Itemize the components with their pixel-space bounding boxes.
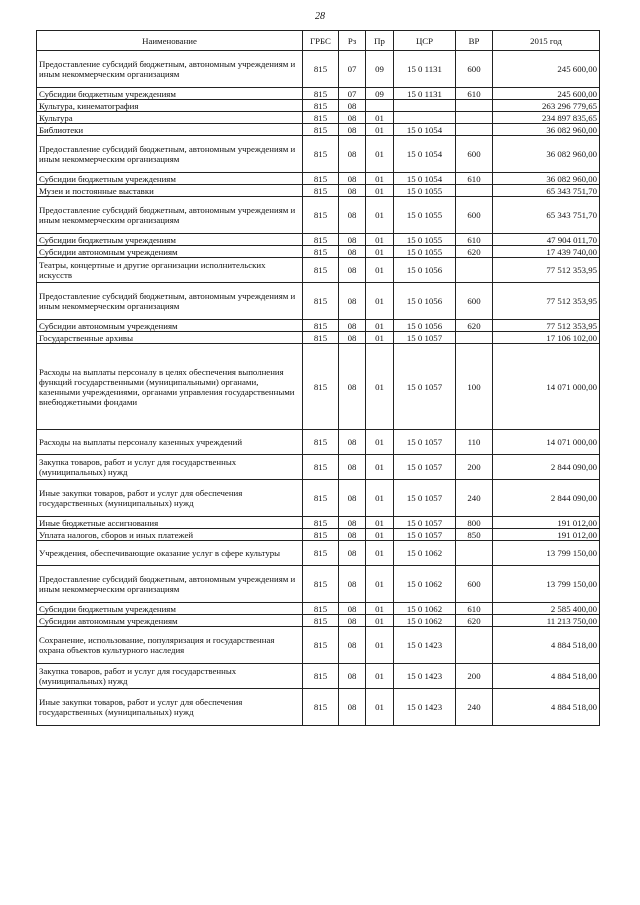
cell-name: Учреждения, обеспечивающие оказание услуг в сфере культуры <box>37 541 303 566</box>
cell-amount: 191 012,00 <box>493 529 600 541</box>
header-grbs: ГРБС <box>303 31 339 51</box>
table-row <box>37 258 600 283</box>
cell-grbs: 815 <box>303 566 339 603</box>
cell-vr: 610 <box>456 88 493 100</box>
cell-name: Сохранение, использование, популяризация и государственная охрана объектов культурного наследия <box>37 627 303 664</box>
cell-vr <box>456 185 493 197</box>
cell-amount: 77 512 353,95 <box>493 320 600 332</box>
cell-rz: 08 <box>339 258 366 283</box>
cell-vr: 620 <box>456 246 493 258</box>
cell-rz: 08 <box>339 185 366 197</box>
cell-grbs: 815 <box>303 51 339 88</box>
cell-pr: 01 <box>366 197 394 234</box>
table-row <box>37 566 600 603</box>
cell-vr: 240 <box>456 480 493 517</box>
cell-csr: 15 0 1055 <box>394 246 456 258</box>
table-row <box>37 480 600 517</box>
cell-grbs: 815 <box>303 603 339 615</box>
cell-name: Культура, кинематография <box>37 100 303 112</box>
cell-pr: 01 <box>366 541 394 566</box>
table-row <box>37 689 600 726</box>
table-row <box>37 51 600 88</box>
header-amount: 2015 год <box>493 31 600 51</box>
cell-vr <box>456 100 493 112</box>
cell-amount: 2 585 400,00 <box>493 603 600 615</box>
table-row <box>37 332 600 344</box>
cell-name: Предоставление субсидий бюджетным, автономным учреждениям и иным некоммерческим организациям <box>37 136 303 173</box>
header-vr: ВР <box>456 31 493 51</box>
cell-pr: 01 <box>366 246 394 258</box>
cell-amount: 14 071 000,00 <box>493 344 600 430</box>
cell-pr: 01 <box>366 320 394 332</box>
cell-vr: 100 <box>456 344 493 430</box>
cell-rz: 08 <box>339 541 366 566</box>
table-row <box>37 124 600 136</box>
cell-rz: 08 <box>339 529 366 541</box>
cell-csr: 15 0 1057 <box>394 344 456 430</box>
cell-amount: 47 904 011,70 <box>493 234 600 246</box>
cell-amount: 17 106 102,00 <box>493 332 600 344</box>
cell-amount: 36 082 960,00 <box>493 124 600 136</box>
cell-pr <box>366 100 394 112</box>
cell-name: Субсидии автономным учреждениям <box>37 615 303 627</box>
cell-vr <box>456 124 493 136</box>
cell-csr: 15 0 1057 <box>394 455 456 480</box>
cell-name: Субсидии автономным учреждениям <box>37 320 303 332</box>
cell-rz: 08 <box>339 100 366 112</box>
cell-vr: 600 <box>456 51 493 88</box>
cell-pr: 01 <box>366 664 394 689</box>
cell-csr: 15 0 1423 <box>394 689 456 726</box>
cell-amount: 4 884 518,00 <box>493 627 600 664</box>
cell-amount: 245 600,00 <box>493 88 600 100</box>
cell-rz: 08 <box>339 566 366 603</box>
header-rz: Рз <box>339 31 366 51</box>
cell-vr <box>456 112 493 124</box>
cell-amount: 77 512 353,95 <box>493 283 600 320</box>
cell-pr: 01 <box>366 529 394 541</box>
cell-name: Предоставление субсидий бюджетным, автономным учреждениям и иным некоммерческим организациям <box>37 51 303 88</box>
table-row <box>37 430 600 455</box>
cell-name: Государственные архивы <box>37 332 303 344</box>
table-row <box>37 344 600 430</box>
cell-csr: 15 0 1055 <box>394 197 456 234</box>
cell-vr: 600 <box>456 197 493 234</box>
cell-csr: 15 0 1131 <box>394 51 456 88</box>
cell-grbs: 815 <box>303 664 339 689</box>
cell-rz: 08 <box>339 246 366 258</box>
cell-grbs: 815 <box>303 124 339 136</box>
cell-pr: 01 <box>366 480 394 517</box>
cell-rz: 08 <box>339 664 366 689</box>
cell-amount: 234 897 835,65 <box>493 112 600 124</box>
cell-pr: 01 <box>366 689 394 726</box>
cell-grbs: 815 <box>303 455 339 480</box>
cell-grbs: 815 <box>303 234 339 246</box>
cell-amount: 13 799 150,00 <box>493 541 600 566</box>
cell-name: Субсидии бюджетным учреждениям <box>37 88 303 100</box>
cell-rz: 08 <box>339 615 366 627</box>
cell-amount: 17 439 740,00 <box>493 246 600 258</box>
cell-grbs: 815 <box>303 246 339 258</box>
cell-amount: 11 213 750,00 <box>493 615 600 627</box>
cell-grbs: 815 <box>303 615 339 627</box>
table-row <box>37 234 600 246</box>
cell-grbs: 815 <box>303 529 339 541</box>
cell-csr <box>394 100 456 112</box>
table-row <box>37 541 600 566</box>
cell-rz: 08 <box>339 197 366 234</box>
table-row <box>37 136 600 173</box>
cell-vr: 610 <box>456 234 493 246</box>
cell-amount: 65 343 751,70 <box>493 197 600 234</box>
cell-grbs: 815 <box>303 112 339 124</box>
cell-grbs: 815 <box>303 173 339 185</box>
cell-amount: 191 012,00 <box>493 517 600 529</box>
cell-vr: 600 <box>456 283 493 320</box>
cell-grbs: 815 <box>303 197 339 234</box>
cell-name: Субсидии бюджетным учреждениям <box>37 173 303 185</box>
cell-name: Субсидии бюджетным учреждениям <box>37 234 303 246</box>
cell-rz: 08 <box>339 136 366 173</box>
budget-table <box>36 30 600 726</box>
cell-csr: 15 0 1423 <box>394 664 456 689</box>
cell-pr: 01 <box>366 136 394 173</box>
cell-name: Субсидии автономным учреждениям <box>37 246 303 258</box>
cell-grbs: 815 <box>303 332 339 344</box>
cell-grbs: 815 <box>303 100 339 112</box>
cell-grbs: 815 <box>303 430 339 455</box>
cell-pr: 01 <box>366 517 394 529</box>
cell-csr: 15 0 1062 <box>394 615 456 627</box>
cell-vr: 850 <box>456 529 493 541</box>
cell-amount: 2 844 090,00 <box>493 455 600 480</box>
cell-csr: 15 0 1056 <box>394 258 456 283</box>
table-row <box>37 88 600 100</box>
cell-grbs: 815 <box>303 136 339 173</box>
cell-rz: 07 <box>339 51 366 88</box>
cell-name: Предоставление субсидий бюджетным, автономным учреждениям и иным некоммерческим организациям <box>37 283 303 320</box>
cell-name: Субсидии бюджетным учреждениям <box>37 603 303 615</box>
cell-csr: 15 0 1062 <box>394 541 456 566</box>
cell-amount: 4 884 518,00 <box>493 689 600 726</box>
cell-name: Иные бюджетные ассигнования <box>37 517 303 529</box>
cell-rz: 08 <box>339 603 366 615</box>
cell-name: Уплата налогов, сборов и иных платежей <box>37 529 303 541</box>
cell-csr: 15 0 1057 <box>394 430 456 455</box>
cell-name: Иные закупки товаров, работ и услуг для обеспечения государственных (муниципальных) нужд <box>37 689 303 726</box>
page-number: 28 <box>315 11 325 22</box>
cell-grbs: 815 <box>303 689 339 726</box>
table-row <box>37 455 600 480</box>
cell-pr: 01 <box>366 258 394 283</box>
cell-rz: 08 <box>339 234 366 246</box>
cell-vr: 620 <box>456 320 493 332</box>
cell-name: Расходы на выплаты персоналу казенных учреждений <box>37 430 303 455</box>
cell-rz: 08 <box>339 320 366 332</box>
cell-csr: 15 0 1062 <box>394 566 456 603</box>
cell-grbs: 815 <box>303 480 339 517</box>
cell-vr <box>456 258 493 283</box>
cell-rz: 08 <box>339 627 366 664</box>
cell-name: Предоставление субсидий бюджетным, автономным учреждениям и иным некоммерческим организациям <box>37 566 303 603</box>
cell-name: Театры, концертные и другие организации исполнительских искусств <box>37 258 303 283</box>
cell-pr: 01 <box>366 234 394 246</box>
cell-pr: 01 <box>366 124 394 136</box>
cell-csr: 15 0 1057 <box>394 529 456 541</box>
cell-vr <box>456 332 493 344</box>
cell-name: Расходы на выплаты персоналу в целях обеспечения выполнения функций государственными (муниципальными) органами, казенными учреждениями, органами управления государственными внебюджетными фондами <box>37 344 303 430</box>
cell-name: Закупка товаров, работ и услуг для государственных (муниципальных) нужд <box>37 455 303 480</box>
cell-csr <box>394 112 456 124</box>
cell-grbs: 815 <box>303 283 339 320</box>
table-row <box>37 100 600 112</box>
cell-amount: 77 512 353,95 <box>493 258 600 283</box>
cell-pr: 01 <box>366 185 394 197</box>
header-row <box>37 31 600 51</box>
cell-csr: 15 0 1131 <box>394 88 456 100</box>
cell-name: Предоставление субсидий бюджетным, автономным учреждениям и иным некоммерческим организациям <box>37 197 303 234</box>
cell-rz: 08 <box>339 173 366 185</box>
cell-csr: 15 0 1056 <box>394 283 456 320</box>
cell-rz: 08 <box>339 430 366 455</box>
cell-amount: 245 600,00 <box>493 51 600 88</box>
cell-vr: 600 <box>456 566 493 603</box>
table-row <box>37 112 600 124</box>
cell-csr: 15 0 1055 <box>394 185 456 197</box>
cell-pr: 01 <box>366 430 394 455</box>
cell-grbs: 815 <box>303 541 339 566</box>
cell-pr: 09 <box>366 51 394 88</box>
cell-vr: 240 <box>456 689 493 726</box>
table-row <box>37 246 600 258</box>
table-row <box>37 627 600 664</box>
cell-grbs: 815 <box>303 88 339 100</box>
cell-csr: 15 0 1423 <box>394 627 456 664</box>
header-name: Наименование <box>37 31 303 51</box>
cell-vr: 620 <box>456 615 493 627</box>
cell-rz: 08 <box>339 689 366 726</box>
cell-vr: 600 <box>456 136 493 173</box>
cell-csr: 15 0 1054 <box>394 124 456 136</box>
cell-csr: 15 0 1057 <box>394 517 456 529</box>
cell-rz: 08 <box>339 480 366 517</box>
cell-rz: 08 <box>339 124 366 136</box>
cell-rz: 08 <box>339 455 366 480</box>
cell-pr: 01 <box>366 627 394 664</box>
cell-pr: 01 <box>366 112 394 124</box>
cell-amount: 36 082 960,00 <box>493 136 600 173</box>
cell-pr: 01 <box>366 173 394 185</box>
table-row <box>37 603 600 615</box>
table-row <box>37 664 600 689</box>
table-row <box>37 197 600 234</box>
cell-pr: 09 <box>366 88 394 100</box>
cell-amount: 65 343 751,70 <box>493 185 600 197</box>
cell-vr: 610 <box>456 173 493 185</box>
cell-pr: 01 <box>366 615 394 627</box>
cell-name: Библиотеки <box>37 124 303 136</box>
cell-pr: 01 <box>366 566 394 603</box>
cell-name: Иные закупки товаров, работ и услуг для обеспечения государственных (муниципальных) нужд <box>37 480 303 517</box>
cell-amount: 36 082 960,00 <box>493 173 600 185</box>
cell-grbs: 815 <box>303 627 339 664</box>
cell-amount: 2 844 090,00 <box>493 480 600 517</box>
cell-csr: 15 0 1057 <box>394 480 456 517</box>
cell-name: Закупка товаров, работ и услуг для государственных (муниципальных) нужд <box>37 664 303 689</box>
table-row <box>37 173 600 185</box>
cell-csr: 15 0 1062 <box>394 603 456 615</box>
cell-pr: 01 <box>366 344 394 430</box>
cell-rz: 08 <box>339 344 366 430</box>
cell-name: Культура <box>37 112 303 124</box>
cell-pr: 01 <box>366 332 394 344</box>
cell-amount: 13 799 150,00 <box>493 566 600 603</box>
cell-rz: 07 <box>339 88 366 100</box>
cell-vr: 800 <box>456 517 493 529</box>
cell-vr <box>456 627 493 664</box>
cell-name: Музеи и постоянные выставки <box>37 185 303 197</box>
cell-vr: 110 <box>456 430 493 455</box>
cell-csr: 15 0 1057 <box>394 332 456 344</box>
cell-rz: 08 <box>339 332 366 344</box>
cell-amount: 14 071 000,00 <box>493 430 600 455</box>
cell-vr <box>456 541 493 566</box>
cell-pr: 01 <box>366 283 394 320</box>
table-row <box>37 615 600 627</box>
header-csr: ЦСР <box>394 31 456 51</box>
cell-csr: 15 0 1055 <box>394 234 456 246</box>
cell-grbs: 815 <box>303 344 339 430</box>
cell-grbs: 815 <box>303 258 339 283</box>
cell-rz: 08 <box>339 283 366 320</box>
table-row <box>37 185 600 197</box>
cell-pr: 01 <box>366 455 394 480</box>
cell-vr: 200 <box>456 455 493 480</box>
cell-csr: 15 0 1056 <box>394 320 456 332</box>
table-row <box>37 517 600 529</box>
cell-amount: 263 296 779,65 <box>493 100 600 112</box>
cell-vr: 200 <box>456 664 493 689</box>
table-row <box>37 320 600 332</box>
cell-csr: 15 0 1054 <box>394 136 456 173</box>
cell-grbs: 815 <box>303 320 339 332</box>
table-row <box>37 529 600 541</box>
cell-vr: 610 <box>456 603 493 615</box>
cell-amount: 4 884 518,00 <box>493 664 600 689</box>
cell-pr: 01 <box>366 603 394 615</box>
cell-rz: 08 <box>339 517 366 529</box>
cell-grbs: 815 <box>303 517 339 529</box>
cell-grbs: 815 <box>303 185 339 197</box>
header-pr: Пр <box>366 31 394 51</box>
cell-csr: 15 0 1054 <box>394 173 456 185</box>
cell-rz: 08 <box>339 112 366 124</box>
table-row <box>37 283 600 320</box>
